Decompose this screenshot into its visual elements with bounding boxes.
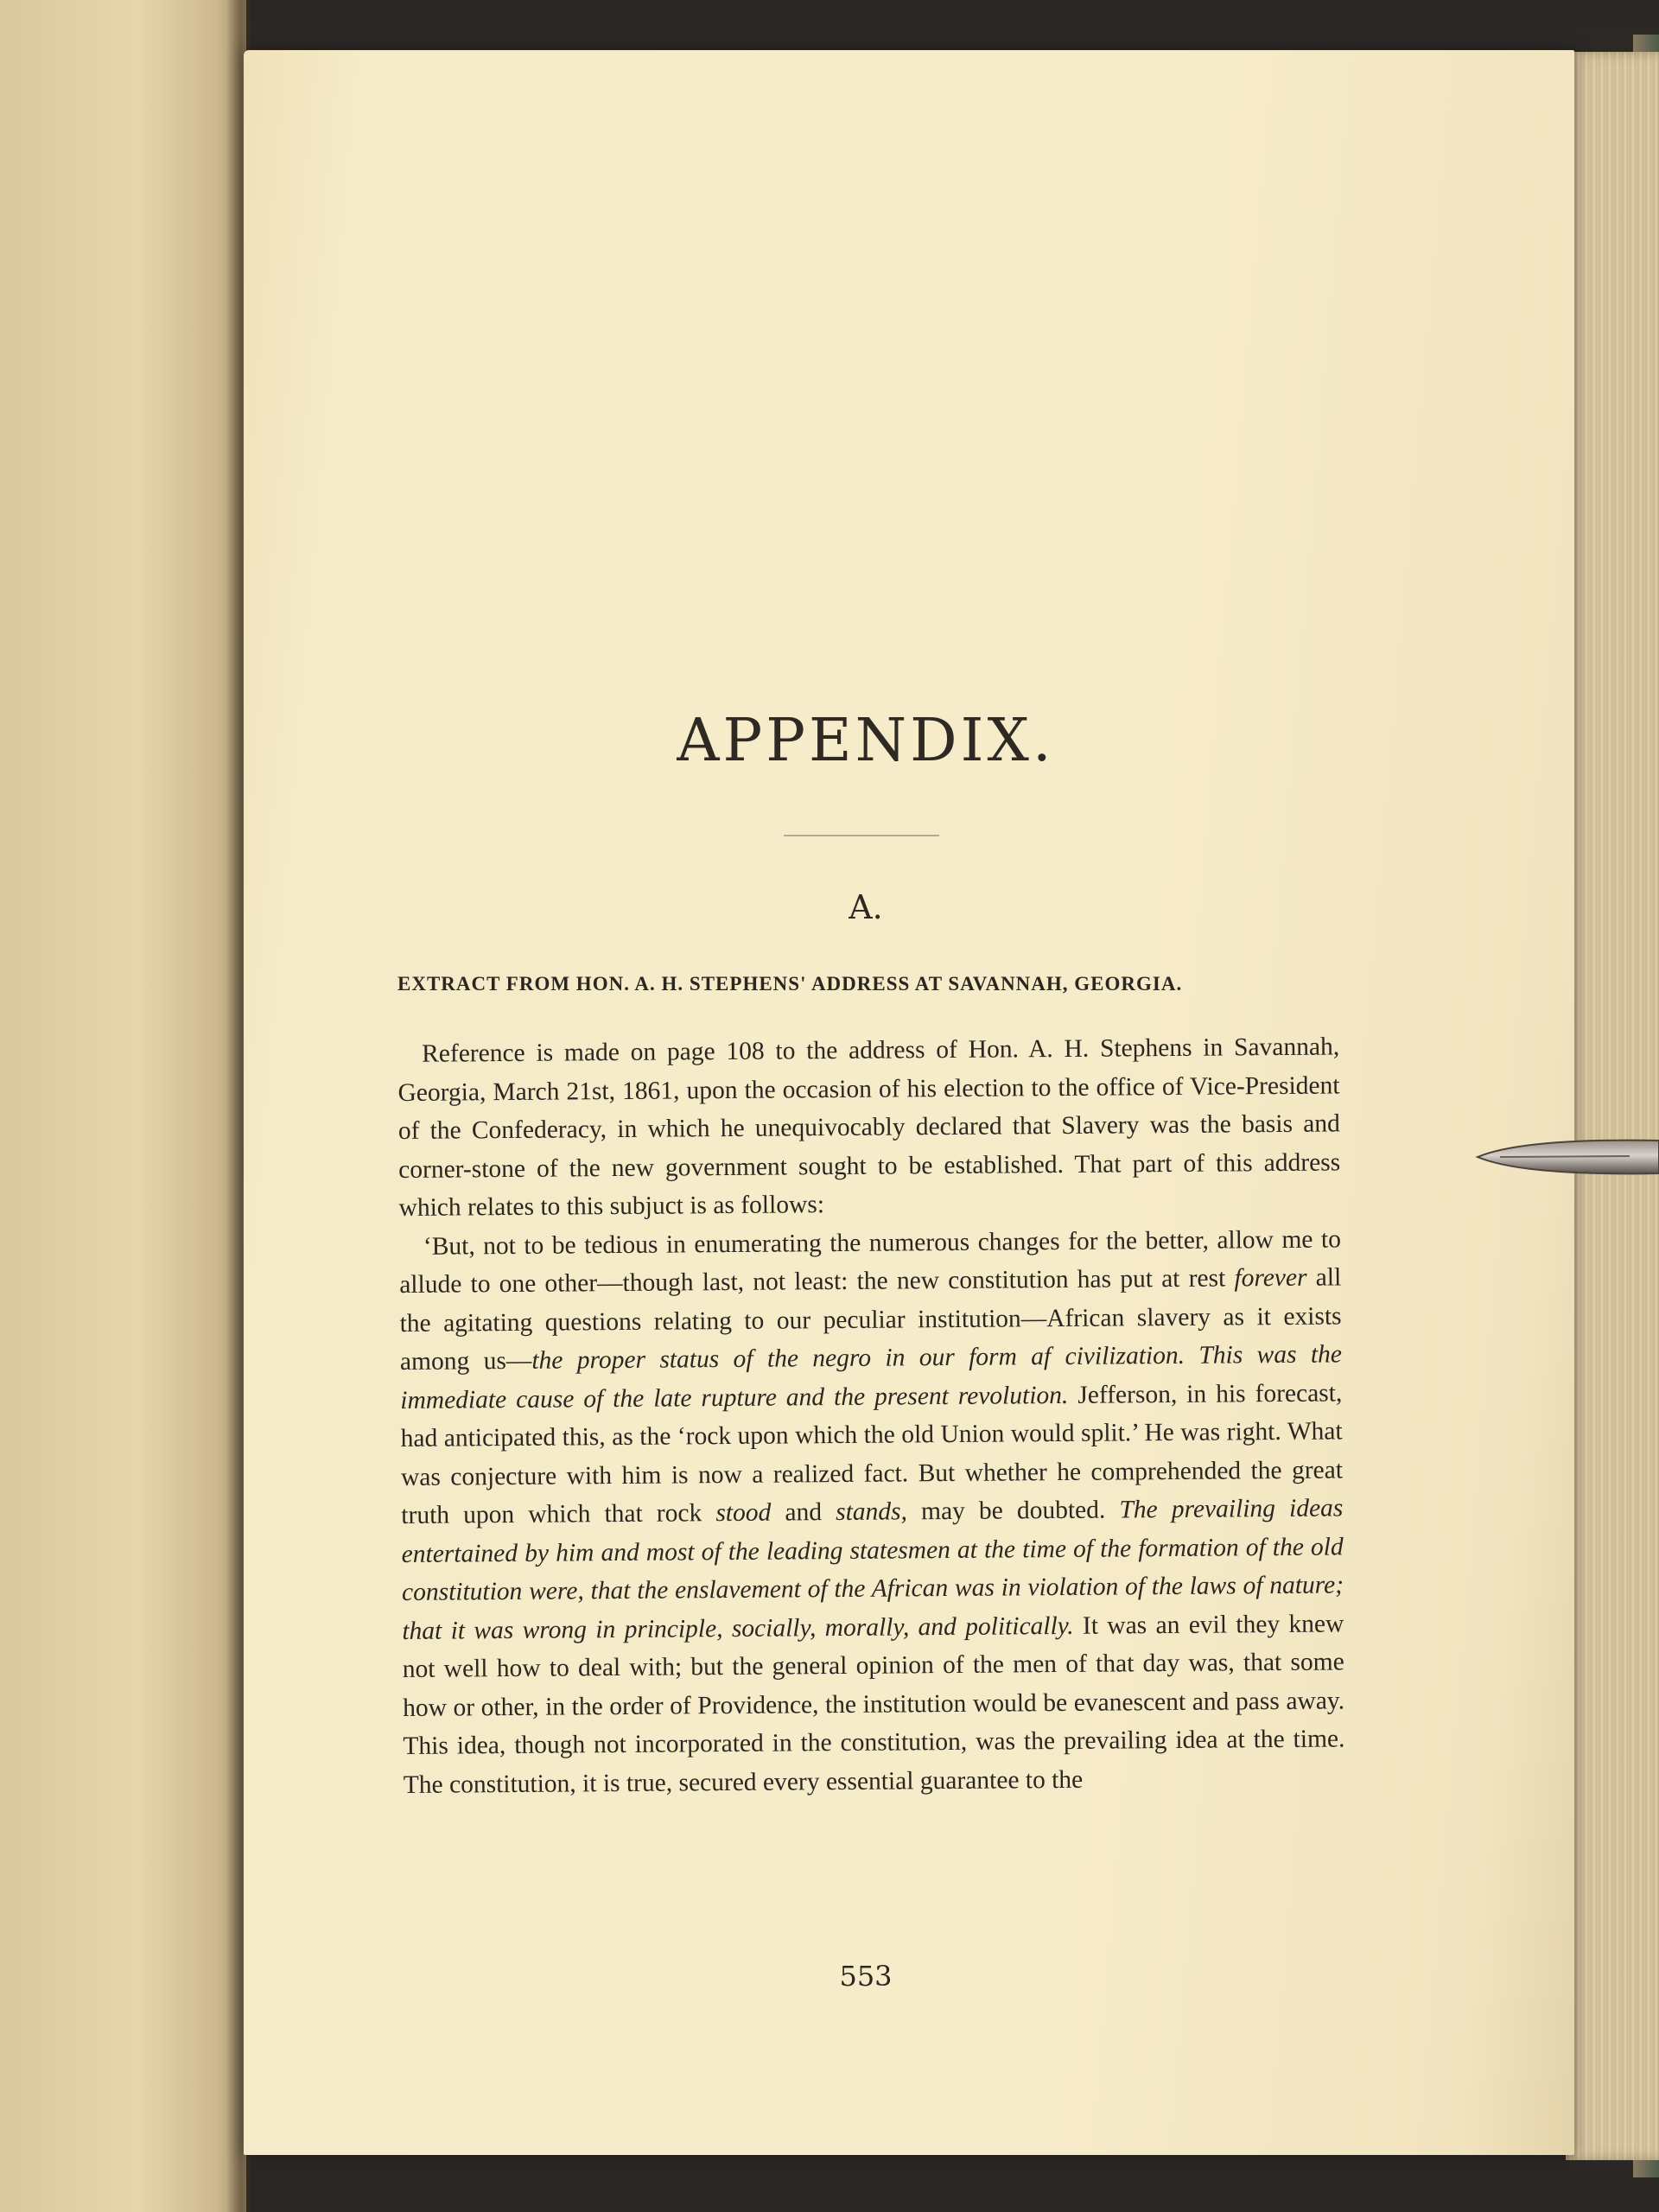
quote-text: ‘But, not to be tedious in enumerating the numerous changes for the better, allow me to allude to one other—though last, not least: the new constitution has put at rest — [399, 1224, 1342, 1299]
intro-paragraph: Reference is made on page 108 to the address of Hon. A. H. Stephens in Savannah, Georgia, March 21st, 1861, upon the occasion of his election to the office of Vice-President of the Confederacy, in which he unequivocably declared that Slavery was the basis and corner-stone of the new government sought to be established. That part of this address which relates to this subjuct is as follows: — [397, 1033, 1341, 1222]
quote-italic: stood — [715, 1498, 772, 1528]
page-number: 553 — [839, 1960, 893, 1993]
page-title: APPENDIX. — [677, 707, 1055, 775]
quote-text: Jefferson, in his forecast, had anticipated this, as the ‘rock upon which the old Union would split.’ He was right. What was conjecture with him is now a realized fact. But whether he comprehended the great truth upon which that rock — [400, 1378, 1344, 1529]
left-page — [0, 0, 246, 2212]
quote-text: and — [771, 1498, 836, 1527]
quote-italic: forever — [1234, 1263, 1307, 1293]
quote-italic: stands, — [836, 1497, 908, 1527]
page-edges — [1566, 52, 1659, 2160]
quote-text: may be doubted. — [906, 1496, 1120, 1526]
body-text — [397, 1027, 1345, 1804]
quote-italic: The prevailing ideas entertained by him and most of the leading statesmen at the time of the formation of the old constitution were, that the enslavement of the African was in violation of the laws of nature; that it was wrong in principle, socially, morally, and politically. — [401, 1494, 1344, 1645]
quote-text: all the agitating questions relating to our peculiar institution—African slavery as it exists among us— — [399, 1263, 1342, 1376]
quote-text: It was an evil they knew not well how to deal with; but the general opinion of the men of that day was, that some how or other, in the order of Providence, the institution would be evanescent and pass away. This idea, though not incorporated in the constitution, was the prevailing idea at the time. The constitution, it is true, secured every essential guarantee to the — [402, 1609, 1345, 1799]
quote-paragraph — [399, 1220, 1345, 1804]
pen-nib-icon — [1474, 1137, 1659, 1177]
extract-heading: EXTRACT FROM HON. A. H. STEPHENS' ADDRESS AT SAVANNAH, GEORGIA. — [397, 973, 1183, 995]
title-divider — [784, 835, 939, 836]
section-letter: A. — [849, 888, 883, 926]
book-page — [244, 50, 1574, 2155]
quote-italic: the proper status of the negro in our form af civilization. This was the immediate cause of the late rupture and the present revolution. — [400, 1340, 1343, 1414]
